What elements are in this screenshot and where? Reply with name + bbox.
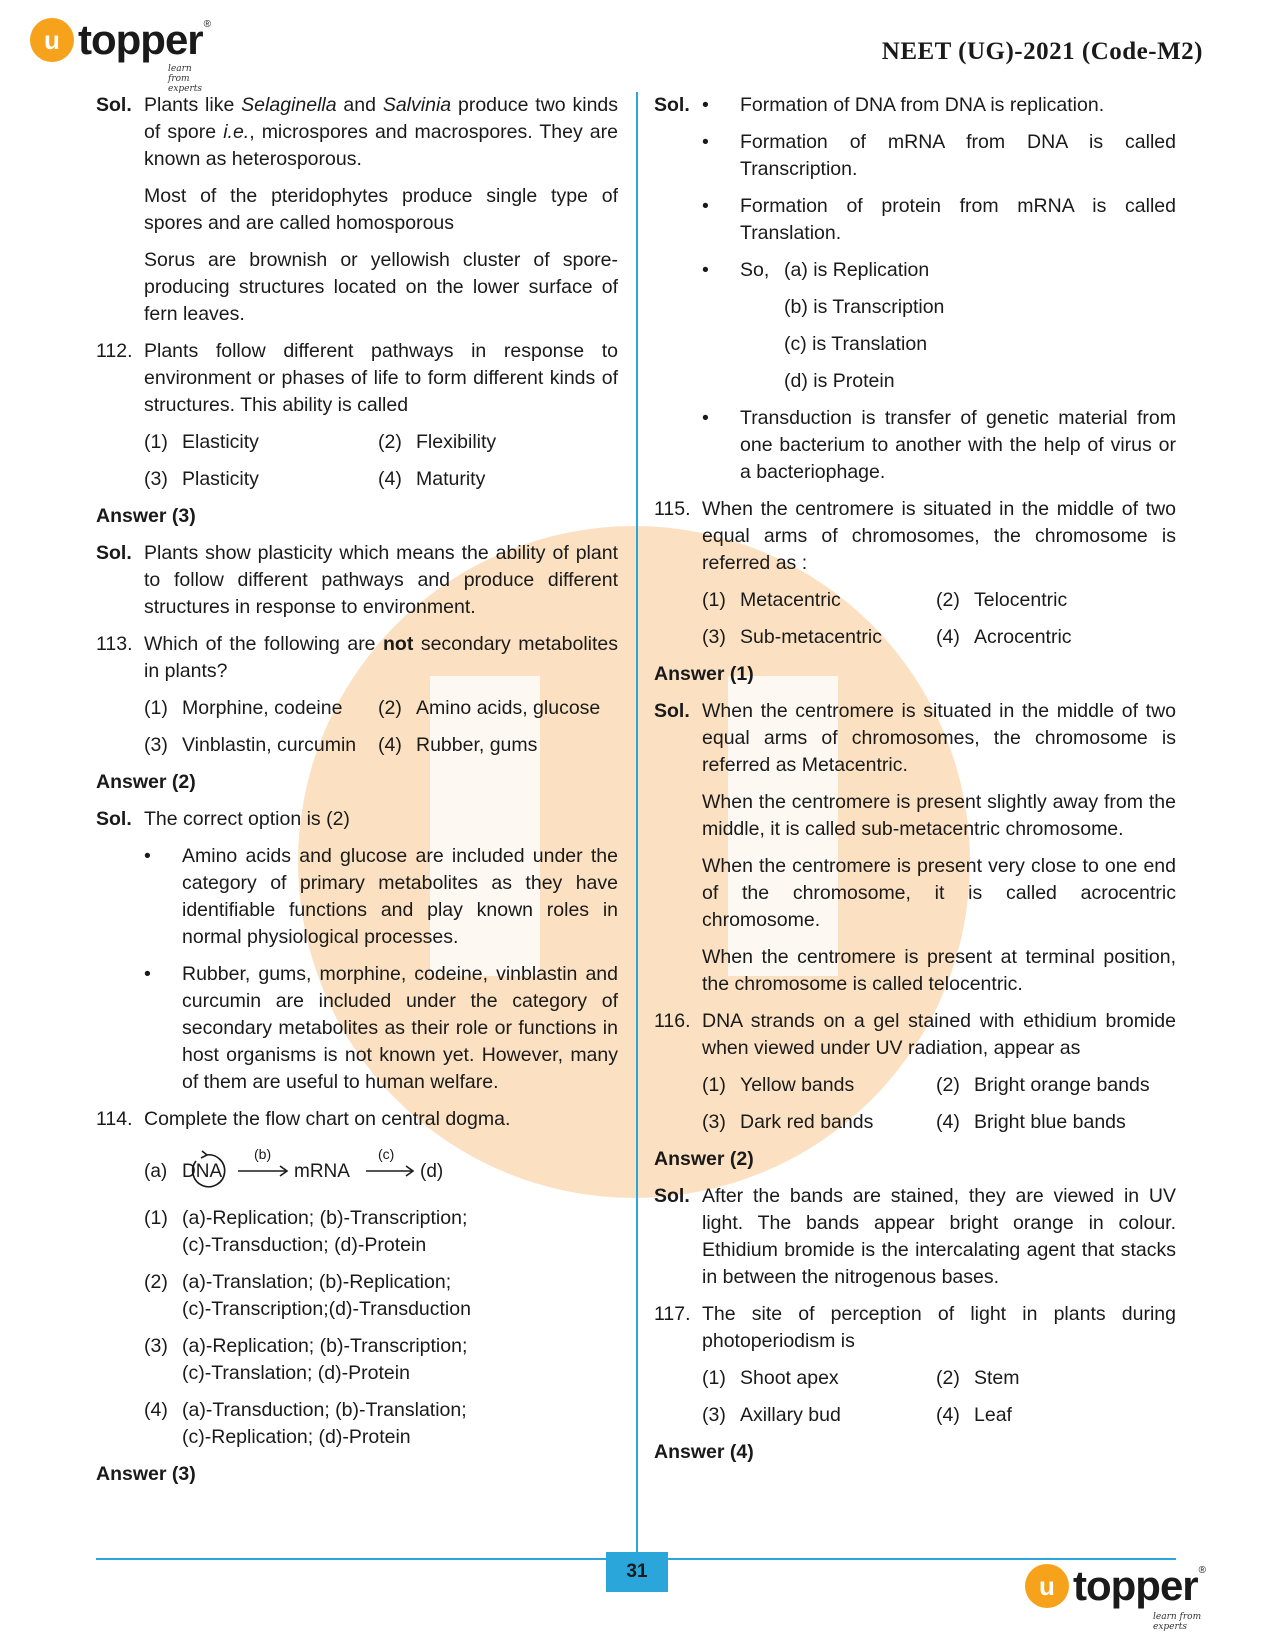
option: (2) Stem	[936, 1367, 1020, 1389]
question-113	[96, 631, 618, 685]
flow-mrna: mRNA	[294, 1161, 350, 1182]
question-number: 117.	[654, 1303, 691, 1325]
sol-label: Sol.	[654, 1185, 690, 1207]
answer: Answer (3)	[96, 1463, 196, 1485]
logo-text: topper	[78, 16, 203, 63]
solution-114: Sol. • Formation of DNA from DNA is replication.	[654, 92, 1176, 119]
option-continuation: (c)-Replication; (d)-Protein	[182, 1426, 411, 1448]
flow-label-a: (a)	[144, 1161, 168, 1182]
option: (4) Maturity	[378, 468, 486, 490]
options-115	[702, 587, 1176, 651]
bullet-item: • Transduction is transfer of genetic material from one bacterium to another with the help of virus or a bacteriophage.	[702, 405, 1176, 486]
option: (2) Bright orange bands	[936, 1074, 1150, 1096]
option: (4) Bright blue bands	[936, 1111, 1126, 1133]
question-text: The site of perception of light in plants during photoperiodism is	[702, 1303, 1176, 1352]
logo-u-icon: u	[30, 18, 74, 62]
option: (3) Sub-metacentric	[702, 626, 882, 648]
option: (1) (a)-Replication; (b)-Transcription;	[144, 1207, 468, 1229]
question-112	[96, 338, 618, 419]
option: (2) Telocentric	[936, 589, 1068, 611]
solution-112	[96, 540, 618, 621]
question-117	[654, 1301, 1176, 1355]
exam-title: NEET (UG)-2021 (Code-M2)	[881, 38, 1203, 65]
option: (2) Amino acids, glucose	[378, 697, 601, 719]
answer: Answer (1)	[654, 663, 754, 685]
loop-arrowhead-icon	[201, 1151, 207, 1158]
solution-115	[654, 698, 1176, 779]
flow-label-d: (d)	[420, 1161, 444, 1182]
option: (3) Vinblastin, curcumin	[144, 734, 357, 756]
option-continuation: (c)-Transduction; (d)-Protein	[182, 1234, 427, 1256]
logo-text: topper	[1073, 1562, 1198, 1609]
footer-brand-logo	[1025, 1562, 1207, 1632]
answer: Answer (3)	[96, 505, 196, 527]
sol-label: Sol.	[96, 808, 132, 830]
flow-label-b: (b)	[254, 1146, 272, 1162]
question-text: DNA strands on a gel stained with ethidium bromide when viewed under UV radiation, appear as	[702, 1010, 1176, 1059]
sol-paragraph: Most of the pteridophytes produce single type of spores and are called homosporous	[144, 185, 618, 234]
bullet-icon: •	[144, 963, 151, 985]
option: (4) Leaf	[936, 1404, 1012, 1426]
question-116	[654, 1008, 1176, 1062]
option: (3) (a)-Replication; (b)-Transcription;	[144, 1335, 468, 1357]
bullet-item: • So, (a) is Replication	[702, 257, 1176, 284]
sub-item: (c) is Translation	[784, 333, 928, 355]
bullet-item: • Formation of protein from mRNA is called Translation.	[702, 193, 1176, 247]
logo-tagline: learn from experts	[168, 64, 203, 94]
option: (1) Morphine, codeine	[144, 697, 343, 719]
option: (2) (a)-Translation; (b)-Replication;	[144, 1271, 452, 1293]
option-continuation: (c)-Transcription;(d)-Transduction	[182, 1298, 471, 1320]
logo-registered-mark: ®	[1198, 1564, 1207, 1576]
options-117	[702, 1365, 1176, 1429]
question-number: 115.	[654, 498, 691, 520]
logo-tagline: learn from experts	[1153, 1612, 1202, 1632]
sol-paragraph: When the centromere is present slightly away from the middle, it is called sub-metacentric chromosome.	[702, 791, 1176, 840]
flow-label-c: (c)	[378, 1146, 395, 1162]
options-113	[144, 695, 618, 759]
option: (4) Rubber, gums	[378, 734, 538, 756]
option-continuation: (c)-Translation; (d)-Protein	[182, 1362, 410, 1384]
question-number: 114.	[96, 1108, 133, 1130]
brand-logo	[30, 16, 212, 94]
bullet-icon: •	[702, 131, 709, 153]
bullet-item: • Formation of mRNA from DNA is called Transcription.	[702, 129, 1176, 183]
column-divider	[636, 92, 638, 1562]
option: (1) Yellow bands	[702, 1074, 855, 1096]
option: (3) Dark red bands	[702, 1111, 874, 1133]
option: (1) Metacentric	[702, 589, 841, 611]
answer: Answer (4)	[654, 1441, 754, 1463]
sol-label: Sol.	[654, 700, 690, 722]
page-number: 31	[606, 1552, 668, 1592]
solution-116	[654, 1183, 1176, 1291]
left-column	[96, 92, 618, 1498]
sol-text: After the bands are stained, they are viewed in UV light. The bands appear bright orange in colour. Ethidium bromide is the intercalating agent that stacks in between the nitrogenous bases.	[702, 1185, 1176, 1288]
question-text: Complete the flow chart on central dogma.	[144, 1108, 511, 1130]
logo-u-icon: u	[1025, 1564, 1069, 1608]
bullet-item: • Rubber, gums, morphine, codeine, vinblastin and curcumin are included under the category of secondary metabolites as their role or functions in host organisms is not known yet. However, many of them are useful to human welfare.	[144, 961, 618, 1096]
question-text: Which of the following are not secondary metabolites in plants?	[144, 633, 618, 682]
sol-paragraph: When the centromere is present very close to one end of the chromosome, it is called acrocentric chromosome.	[702, 855, 1176, 931]
option: (1) Elasticity	[144, 431, 259, 453]
bullet-icon: •	[702, 94, 709, 116]
question-text: When the centromere is situated in the middle of two equal arms of chromosomes, the chromosome is referred as :	[702, 498, 1176, 574]
central-dogma-flowchart	[144, 1143, 618, 1191]
question-number: 112.	[96, 340, 133, 362]
sol-label: Sol.	[96, 94, 132, 116]
solution-113	[96, 806, 618, 833]
option: (4) (a)-Transduction; (b)-Translation;	[144, 1399, 467, 1421]
bullet-icon: •	[702, 407, 709, 429]
right-column	[654, 92, 1176, 1476]
sol-label: Sol.	[654, 94, 690, 116]
sub-item: (d) is Protein	[784, 370, 895, 392]
bullet-icon: •	[702, 195, 709, 217]
option: (3) Plasticity	[144, 468, 259, 490]
option: (1) Shoot apex	[702, 1367, 839, 1389]
answer: Answer (2)	[654, 1148, 754, 1170]
solution-111	[96, 92, 618, 173]
question-114	[96, 1106, 618, 1133]
logo-registered-mark: ®	[203, 18, 212, 30]
option: (4) Acrocentric	[936, 626, 1072, 648]
question-text: Plants follow different pathways in response to environment or phases of life to form different kinds of structures. This ability is called	[144, 340, 618, 416]
sol-text: Plants show plasticity which means the ability of plant to follow different pathways and produce different structures in response to environment.	[144, 542, 618, 618]
options-112	[144, 429, 618, 493]
question-115	[654, 496, 1176, 577]
flow-dna: DNA	[182, 1161, 223, 1182]
sol-paragraph: When the centromere is present at terminal position, the chromosome is called telocentric.	[702, 946, 1176, 995]
bullet-icon: •	[144, 845, 151, 867]
sub-item: (b) is Transcription	[784, 296, 945, 318]
bullet-icon: •	[702, 259, 709, 281]
sol-text: When the centromere is situated in the middle of two equal arms of chromosomes, the chromosome is referred as Metacentric.	[702, 700, 1176, 776]
option: (3) Axillary bud	[702, 1404, 841, 1426]
option: (2) Flexibility	[378, 431, 497, 453]
sol-paragraph: Sorus are brownish or yellowish cluster of spore-producing structures located on the lower surface of fern leaves.	[144, 249, 618, 325]
answer: Answer (2)	[96, 771, 196, 793]
flowchart-diagram	[144, 1143, 484, 1191]
question-number: 113.	[96, 633, 133, 655]
bullet-item: • Amino acids and glucose are included under the category of primary metabolites as they have identifiable functions and play known roles in normal physiological processes.	[144, 843, 618, 951]
sol-label: Sol.	[96, 542, 132, 564]
options-116	[702, 1072, 1176, 1136]
question-number: 116.	[654, 1010, 691, 1032]
sol-text: Plants like Selaginella and Salvinia produce two kinds of spore i.e., microspores and macrospores. They are known as heterosporous.	[144, 94, 619, 170]
sol-text: The correct option is (2)	[144, 808, 350, 830]
